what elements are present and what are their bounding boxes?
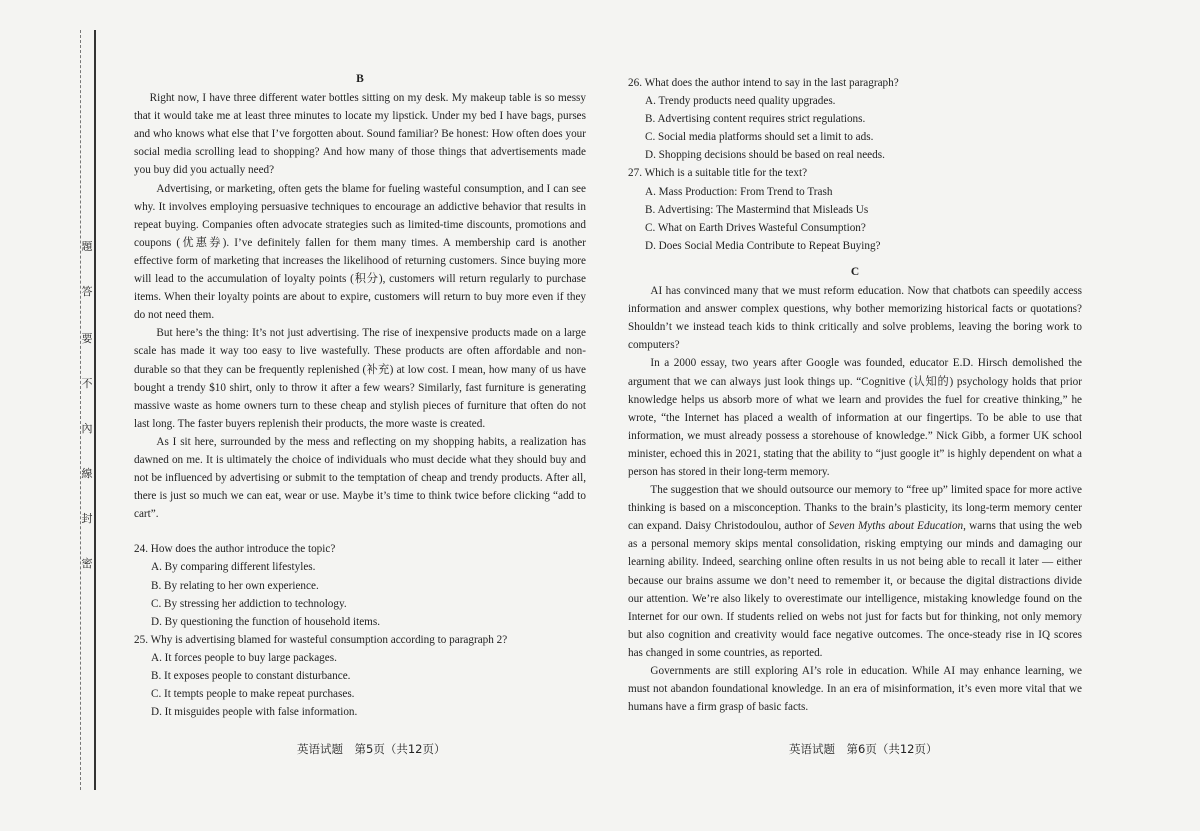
question-24-option-c: C. By stressing her addiction to technology. (151, 597, 347, 610)
question-24-option-a: A. By comparing different lifestyles. (151, 561, 316, 574)
binding-char: 題 (81, 240, 93, 253)
question-27-option-c: C. What on Earth Drives Wasteful Consumption? (645, 221, 866, 234)
question-27-stem: 27. Which is a suitable title for the text? (628, 167, 808, 180)
question-24-option-d: D. By questioning the function of household items. (151, 615, 381, 628)
left-page (134, 70, 586, 721)
book-title: Seven Myths about Education (828, 520, 964, 533)
binding-char: 要 (81, 332, 93, 345)
passage-b-paragraph-4: As I sit here, surrounded by the mess and reflecting on my shopping habits, a realization has dawned on me. It is ultimately the choice of individuals who must decide what they should buy and not be influenced by advertising or submit to the temptation of cheap and trendy products. After all, there is just so much we can eat, wear or use. Maybe it’s time to think twice before clicking “add to cart”. (134, 435, 586, 521)
section-label-b: B (356, 73, 364, 85)
passage-c-paragraph-2: In a 2000 essay, two years after Google was founded, educator E.D. Hirsch demolished the argument that we can always just look things up. “Cognitive (认知的) psychology holds that prior knowledge helps us absorb more of what we learn and provides the fuel for creative thinking,” he wrote, “the Internet has placed a wealth of information at our fingertips. To be able to use that information, we must already possess a storehouse of knowledge.” Nick Gibb, a former UK school minister, echoed this in 2021, stating that the ability to “just google it” is highly dependent on what a person has stored in their long-term memory. (628, 357, 1082, 478)
question-26-option-b: B. Advertising content requires strict regulations. (645, 113, 866, 126)
passage-c-paragraph-3 (628, 481, 1082, 662)
passage-b-paragraph-1: Right now, I have three different water bottles sitting on my desk. My makeup table is so messy that it would take me at least three minutes to locate my lipstick. Under my bed I have bags, purses and who knows what else that I’ve forgotten about. Sound familiar? Be honest: How often does your social media scrolling lead to shopping? And how many of those things that advertisements made you buy did you actually need? (134, 92, 586, 177)
question-25-stem: 25. Why is advertising blamed for wasteful consumption according to paragraph 2? (134, 633, 508, 646)
question-26-stem: 26. What does the author intend to say in the last paragraph? (628, 77, 899, 89)
page-footer-right: 英语试题 第6页（共12页） (789, 742, 938, 756)
right-page (628, 74, 1082, 716)
binding-char: 封 (81, 512, 93, 525)
question-25-option-b: B. It exposes people to constant disturbance. (151, 670, 351, 682)
binding-dashed-line (80, 30, 81, 790)
binding-char: 答 (81, 285, 93, 298)
question-25-option-a: A. It forces people to buy large packages. (151, 651, 337, 664)
question-26-option-d: D. Shopping decisions should be based on real needs. (645, 149, 885, 162)
question-25-option-c: C. It tempts people to make repeat purchases. (151, 688, 355, 701)
passage-b-paragraph-3: But here’s the thing: It’s not just advertising. The rise of inexpensive products made on a large scale has made it way too easy to live wastefully. These products are often affordable and non-durable so that they can be frequently replenished (补充) at low cost. I mean, how many of us have bought a trendy $10 shirt, only to throw it after a few wears? Similarly, fast furniture is generating massive waste as home owners turn to these cheap and stylish pieces of furniture that often do not last long. The faster buyers replenish their products, the more waste is created. (134, 327, 586, 430)
question-27-option-d: D. Does Social Media Contribute to Repeat Buying? (645, 239, 881, 252)
question-26-option-c: C. Social media platforms should set a limit to ads. (645, 131, 874, 144)
question-26-option-a: A. Trendy products need quality upgrades. (645, 95, 836, 108)
passage-c-paragraph-3-start: The suggestion that we should outsource our memory to “free up” limited space for more active thinking is based on a misconception. Thanks to the brain’s plasticity, its long-term memory center can expand. Daisy Christodoulou, author of (628, 484, 1082, 533)
question-24-stem: 24. How does the author introduce the topic? (134, 543, 336, 556)
passage-c-paragraph-3-rest: , warns that using the web as a personal memory skips mental consolidation, risking emptying our minds and damaging our learning ability. Indeed, searching online often results in us not being able to recall it later — either because our brains assume we don’t need to remember it, or because the digital distractions divide our attention. We’re also likely to overestimate our intelligence, mistaking knowledge found on the Internet for our own. If students relied on webs not just for facts but for thinking, not only memory but also cognition and creativity would face negative outcomes. The once-steady rise in IQ scores has changed in some countries, as reported. (628, 520, 1082, 659)
binding-char: 密 (81, 557, 93, 570)
binding-margin (0, 0, 110, 831)
section-label-c: C (850, 265, 860, 278)
question-25-option-d: D. It misguides people with false information. (151, 706, 358, 719)
binding-solid-line (94, 30, 96, 790)
passage-c-paragraph-1: AI has convinced many that we must reform education. Now that chatbots can speedily access information and answer complex questions, why bother memorizing historical facts or quotations? Shouldn’t we instead teach kids to think critically and solve problems, leaving the boring work to computers? (628, 285, 1082, 352)
passage-b-paragraph-2: Advertising, or marketing, often gets the blame for fueling wasteful consumption, and I can see why. It involves employing persuasive techniques to encourage an addictive behavior that results in repeat buying. Companies often advocate strategies such as limited-time discounts, promotions and coupons (优惠券). I’ve definitely fallen for them many times. A membership card is another effective form of marketing that increases the likelihood of returning customers. Since buying more will lead to the accumulation of loyalty points (积分), customers will return regularly to purchase items. When their loyalty points are about to expire, customers will return to buy more even if they do not need them. (134, 182, 586, 322)
question-27-option-a: A. Mass Production: From Trend to Trash (645, 185, 833, 198)
binding-char: 線 (81, 467, 93, 480)
binding-char: 內 (81, 422, 93, 435)
binding-char: 不 (81, 377, 93, 390)
question-27-option-b: B. Advertising: The Mastermind that Misleads Us (645, 203, 869, 216)
page-footer-left: 英语试题 第5页（共12页） (297, 742, 446, 756)
passage-c-paragraph-4: Governments are still exploring AI’s role in education. While AI may enhance learning, we must not abandon foundational knowledge. In an era of misinformation, it’s even more vital that we humans have a firm grasp of basic facts. (628, 665, 1082, 714)
question-24-option-b: B. By relating to her own experience. (151, 579, 319, 592)
